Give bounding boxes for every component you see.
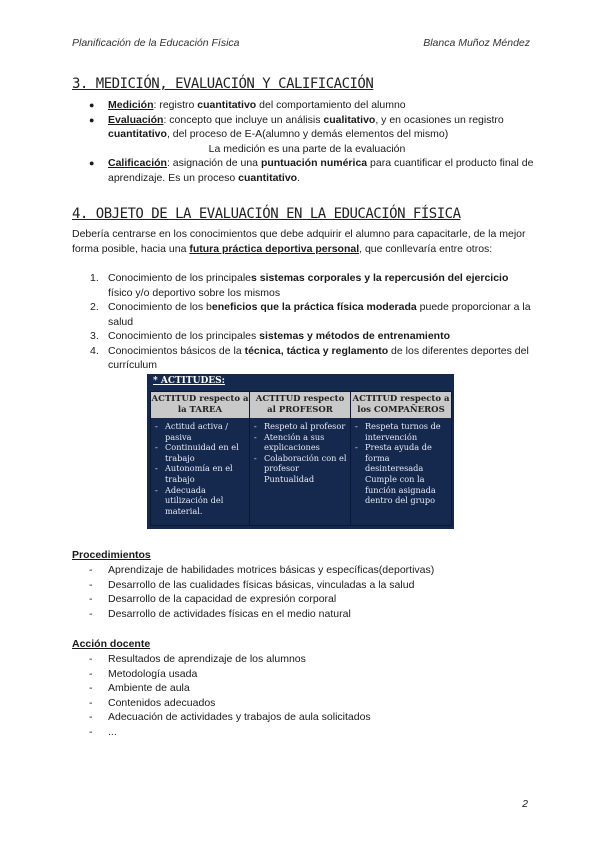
accion-docente-title: Acción docente xyxy=(72,638,151,650)
list-item: - Adecuación de actividades y trabajos de aula solicitados xyxy=(89,711,371,723)
bold-text: sistemas y métodos de entrenamiento xyxy=(259,330,450,342)
numbered-item-1 xyxy=(72,271,532,300)
bullet-icon: ● xyxy=(89,114,95,125)
bold-text: puntuación numérica xyxy=(260,157,368,169)
numbered-item-2 xyxy=(72,300,532,329)
bold-text: cuantitativo xyxy=(108,128,167,140)
list-item: - Metodología usada xyxy=(89,667,198,680)
list-item: - Autonomía en el trabajo xyxy=(155,463,233,484)
text: . xyxy=(297,171,301,184)
list-item: - Resultados de aprendizaje de los alumnos xyxy=(89,653,306,665)
header-course-title: Planificación de la Educación Física xyxy=(72,37,240,49)
list-item: - Respeta turnos de intervención xyxy=(355,421,441,442)
bold-text: cuantitativo xyxy=(238,171,298,184)
list-item: - Atención a sus explicaciones xyxy=(254,431,325,453)
list-item: Puntualidad xyxy=(264,473,315,484)
item-number: 3. xyxy=(90,330,99,342)
bold-text: técnica, táctica y reglamento xyxy=(244,344,389,357)
actitudes-title: * ACTITUDES: xyxy=(153,376,225,386)
section-4-numbered-list xyxy=(72,271,532,373)
column-header: ACTITUD respecto al PROFESOR xyxy=(250,392,350,418)
bold-underlined-text: futura práctica deportiva personal xyxy=(189,242,360,255)
text: físico y/o deportivo sobre los mismos xyxy=(108,286,281,299)
list-item: Cumple con la función asignada dentro del grupo xyxy=(365,473,436,506)
numbered-item-3 xyxy=(72,329,532,344)
text: para cuantificar el producto final de aprendizaje. Es un proceso xyxy=(108,157,534,184)
actitudes-column-profesor xyxy=(249,391,351,526)
bold-text: s sistemas corporales y la repercusión del ejercicio xyxy=(251,272,509,284)
actitudes-table-image xyxy=(147,374,454,529)
numbered-item-4 xyxy=(72,344,532,373)
term-calificacion: Calificación xyxy=(108,157,167,169)
section-4-title: 4. OBJETO DE LA EVALUACIÓN EN LA EDUCACIÓN FÍSICA xyxy=(72,206,461,222)
section-3-list xyxy=(72,98,542,185)
procedimientos-list xyxy=(72,563,532,621)
list-item: - Adecuada utilización del material. xyxy=(155,484,224,516)
list-item: - Desarrollo de la capacidad de expresión corporal xyxy=(89,593,337,605)
section-4-intro xyxy=(72,227,532,256)
bullet-icon: ● xyxy=(89,158,95,168)
column-items xyxy=(151,421,249,516)
text: , del proceso de E-A(alumno y demás elementos del mismo) xyxy=(166,128,449,140)
text: Conocimientos básicos de la xyxy=(108,344,245,357)
item-number: 1. xyxy=(90,272,99,284)
list-item: - Desarrollo de actividades físicas en el medio natural xyxy=(89,607,351,620)
term-medicion: Medición xyxy=(108,99,154,111)
list-item: - Continuidad en el trabajo xyxy=(155,442,239,463)
text: Conocimiento de los principale xyxy=(108,272,251,284)
procedimientos-title: Procedimientos xyxy=(72,549,151,561)
list-item: - ... xyxy=(89,725,117,738)
text: : asignación de una xyxy=(166,157,261,169)
text: : registro xyxy=(153,99,198,111)
column-header: ACTITUD respecto a la TAREA xyxy=(151,392,249,418)
actitudes-column-tarea xyxy=(150,391,250,526)
bullet-icon: ● xyxy=(89,100,95,110)
actitudes-column-companeros xyxy=(350,391,452,526)
evaluation-note: La medición es una parte de la evaluación xyxy=(208,142,406,155)
accion-docente-list xyxy=(72,652,532,739)
section-3-title: 3. MEDICIÓN, EVALUACIÓN Y CALIFICACIÓN xyxy=(72,76,374,92)
list-item: - Desarrollo de las cualidades físicas básicas, vinculadas a la salud xyxy=(89,578,415,591)
bold-text: eneficios que la práctica física moderada xyxy=(211,301,417,313)
term-evaluacion: Evaluación xyxy=(108,113,164,126)
text: , y en ocasiones un registro xyxy=(375,113,504,126)
text: : concepto que incluye un análisis xyxy=(163,113,324,126)
list-item: - Colaboración con el profesor xyxy=(254,452,347,474)
column-header: ACTITUD respecto a los COMPAÑEROS xyxy=(351,392,451,418)
header-author: Blanca Muñoz Méndez xyxy=(423,37,530,49)
item-number: 4. xyxy=(90,344,99,357)
text: , que conllevaría entre otros: xyxy=(359,242,493,255)
bullet-calificacion xyxy=(72,156,542,185)
text: Conocimiento de los principales xyxy=(108,330,260,342)
item-number: 2. xyxy=(90,301,99,313)
list-item: - Aprendizaje de habilidades motrices básicas y específicas(deportivas) xyxy=(89,564,435,576)
bold-text: cualitativo xyxy=(323,113,376,126)
text: Conocimiento de los b xyxy=(108,301,212,313)
bold-text: cuantitativo xyxy=(197,99,257,111)
bullet-medicion xyxy=(72,98,542,113)
text: de los diferentes deportes del currículum xyxy=(108,344,529,371)
list-item: - Respeto al profesor xyxy=(254,421,346,431)
text: Debería centrarse en los conocimientos que debe adquirir el alumno para capacitarle, de la mejor forma posible, hacia una xyxy=(72,228,526,255)
page-number: 2 xyxy=(522,798,528,810)
text: puede proporcionar a la salud xyxy=(108,301,531,328)
list-item: - Ambiente de aula xyxy=(89,682,190,694)
list-item: - Presta ayuda de forma desinteresada xyxy=(355,442,432,474)
column-items xyxy=(351,421,451,506)
list-item: - Contenidos adecuados xyxy=(89,696,216,709)
column-items xyxy=(250,421,350,485)
list-item: - Actitud activa / pasiva xyxy=(155,421,229,442)
bullet-evaluacion xyxy=(72,113,542,142)
text: del comportamiento del alumno xyxy=(256,99,406,111)
